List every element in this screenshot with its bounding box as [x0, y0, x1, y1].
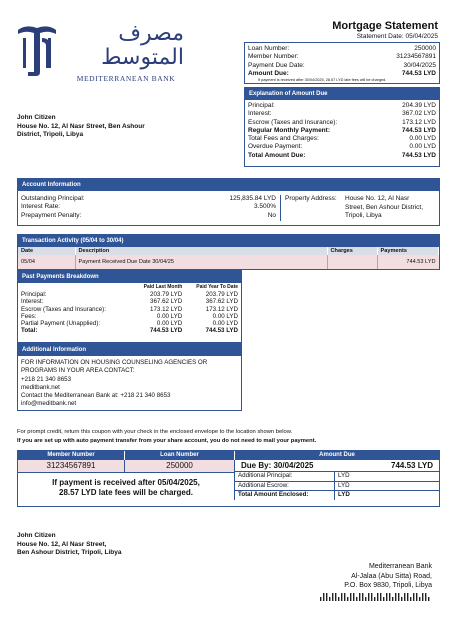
- rate-label: Interest Rate:: [21, 203, 61, 211]
- additional-escrow-label: Additional Escrow:: [235, 482, 335, 491]
- additional-principal-label: Additional Principal:: [235, 472, 335, 481]
- explanation-row: [248, 119, 436, 127]
- past-payment-ytd: 744.53 LYD: [205, 327, 239, 335]
- explanation-label: Principal:: [248, 102, 275, 109]
- total-enclosed-field[interactable]: LYD: [338, 491, 350, 499]
- loan-number-value: 250000: [414, 45, 436, 52]
- past-payments-section: [17, 270, 242, 343]
- outstanding-value: 125,835.84 LYD: [229, 195, 276, 202]
- explanation-row: [248, 110, 436, 118]
- bank-logo: [16, 22, 196, 92]
- coupon-late-line1: If payment is received after 05/04/2025,: [52, 478, 200, 487]
- past-payment-last: 0.00 LYD: [156, 312, 183, 320]
- txn-charges: [327, 255, 377, 269]
- sender-name: John Citizen: [17, 532, 56, 539]
- past-payment-last: 203.79 LYD: [150, 291, 183, 298]
- account-info-section: [17, 178, 440, 226]
- counseling-line1: FOR INFORMATION ON HOUSING COUNSELING AGENCIES OR: [21, 359, 208, 366]
- txn-date: 05/04: [18, 255, 75, 269]
- additional-info-title: Additional Information: [18, 344, 241, 356]
- due-date-label: Payment Due Date:: [248, 61, 305, 69]
- txn-payments: 744.53 LYD: [406, 259, 436, 265]
- payment-coupon: [17, 450, 440, 507]
- explanation-row: [248, 135, 436, 143]
- explanation-label: Escrow (Taxes and Insurance):: [248, 118, 338, 126]
- past-payment-row: [21, 313, 238, 320]
- past-payment-ytd: 203.79 LYD: [205, 291, 239, 298]
- col-date: Date: [18, 247, 75, 255]
- explanation-value: 173.12 LYD: [402, 118, 436, 126]
- coupon-amount: 744.53 LYD: [391, 461, 433, 470]
- transaction-title: Transaction Activity (05/04 to 30/04): [18, 235, 439, 247]
- coupon-late-line2: 28.57 LYD late fees will be charged.: [59, 488, 193, 497]
- past-payment-row: [21, 327, 238, 334]
- col-payments: Payments: [377, 247, 439, 255]
- additional-principal-field[interactable]: LYD: [338, 472, 350, 479]
- amount-due-label: Amount Due:: [248, 69, 289, 77]
- past-payment-ytd: 173.12 LYD: [205, 305, 239, 313]
- past-payment-last: 173.12 LYD: [150, 305, 183, 313]
- property-line3: Tripoli, Libya: [345, 212, 382, 219]
- prepay-value: No: [267, 211, 276, 219]
- txn-description: Payment Received Due Date 30/04/25: [75, 255, 327, 269]
- member-number-label: Member Number:: [248, 53, 299, 61]
- explanation-row: [248, 143, 436, 151]
- past-payment-row: [21, 320, 238, 327]
- late-fee-note: If payment is received after 30/04/2025, 28.57 LYD late fees will be charged.: [258, 78, 387, 83]
- explanation-value: 0.00 LYD: [409, 143, 436, 151]
- transaction-section: [17, 234, 440, 270]
- remit-line2: P.O. Box 9830, Tripoli, Libya: [344, 582, 432, 589]
- counseling-phone: +218 21 340 8653: [21, 375, 72, 383]
- explanation-row: [248, 102, 436, 110]
- past-payment-ytd: 0.00 LYD: [212, 320, 239, 328]
- col-charges: Charges: [327, 247, 377, 255]
- postal-barcode: [320, 593, 432, 601]
- property-address-label: Property Address:: [285, 195, 337, 202]
- explanation-value: 744.53 LYD: [401, 126, 436, 134]
- summary-box: [244, 42, 440, 84]
- prepay-label: Prepayment Penalty:: [21, 211, 82, 219]
- coupon-instructions: [17, 428, 316, 445]
- rate-value: 3.500%: [253, 203, 276, 211]
- explanation-label: Interest:: [248, 110, 272, 118]
- bank-name-arabic: مصرف المتوسط: [101, 21, 184, 70]
- table-row: [18, 255, 439, 269]
- past-payment-row: [21, 298, 238, 305]
- explanation-label: Regular Monthly Payment:: [248, 126, 330, 134]
- due-date-value: 30/04/2025: [403, 61, 436, 69]
- pillar-logo-icon: [16, 24, 58, 76]
- past-payments-title: Past Payments Breakdown: [18, 271, 241, 283]
- coupon-member-value: 31234567891: [18, 460, 125, 472]
- coupon-loan-value: 250000: [125, 460, 235, 472]
- past-payment-label: Total:: [21, 327, 38, 335]
- explanation-value: 744.53 LYD: [401, 151, 436, 159]
- col-description: Description: [75, 247, 327, 255]
- property-line2: Street, Ben Ashour District,: [345, 203, 424, 211]
- past-payment-label: Escrow (Taxes and Insurance):: [21, 305, 106, 313]
- sender-line1: House No. 12, Al Nasr Street,: [17, 540, 107, 548]
- past-payment-label: Interest:: [21, 298, 44, 306]
- explanation-title: Explanation of Amount Due: [245, 88, 439, 100]
- member-number-value: 31234567891: [396, 53, 436, 61]
- paid-ytd-header: Paid Year To Date: [196, 284, 239, 290]
- explanation-value: 204.39 LYD: [402, 102, 436, 109]
- remit-line1: Al-Jalaa (Abu Sitta) Road,: [351, 572, 432, 580]
- loan-number-label: Loan Number:: [248, 45, 290, 52]
- sender-line2: Ben Ashour District, Tripoli, Libya: [17, 549, 122, 556]
- past-payment-label: Principal:: [21, 291, 47, 298]
- past-payment-label: Fees:: [21, 312, 37, 320]
- explanation-label: Total Fees and Charges:: [248, 135, 319, 143]
- paid-last-month-header: Paid Last Month: [143, 284, 183, 290]
- past-payment-last: 744.53 LYD: [149, 327, 183, 335]
- additional-info-section: [17, 343, 242, 411]
- total-enclosed-label: Total Amount Enclosed:: [235, 491, 335, 500]
- explanation-row: [248, 152, 436, 160]
- transaction-table: [18, 247, 439, 269]
- property-line1: House No. 12, Al Nasr: [345, 195, 410, 202]
- recipient-line2: District, Tripoli, Libya: [17, 131, 84, 138]
- amount-due-value: 744.53 LYD: [401, 69, 436, 77]
- statement-title: Mortgage Statement: [332, 20, 438, 32]
- additional-escrow-field[interactable]: LYD: [338, 481, 350, 489]
- past-payment-last: 367.62 LYD: [150, 298, 183, 306]
- recipient-name: John Citizen: [17, 114, 56, 121]
- remit-name: Mediterranean Bank: [368, 563, 432, 570]
- counseling-line2: PROGRAMS IN YOUR AREA CONTACT:: [21, 367, 135, 375]
- explanation-value: 367.02 LYD: [402, 110, 436, 118]
- coupon-loan-header: Loan Number: [125, 451, 235, 460]
- explanation-label: Total Amount Due:: [248, 151, 306, 159]
- bank-website[interactable]: meditbank.net: [21, 383, 60, 391]
- contact-email[interactable]: info@meditbank.net: [21, 400, 77, 408]
- past-payment-ytd: 367.62 LYD: [205, 298, 239, 306]
- instruction-line2: If you are set up with auto payment transfer from your share account, you do not need to mail your payment.: [17, 437, 317, 444]
- coupon-amount-header: Amount Due: [319, 452, 355, 458]
- sender-address: [17, 532, 122, 558]
- explanation-row: [248, 127, 436, 135]
- instruction-line1: For prompt credit, return this coupon with your check in the enclosed envelope to the location shown below.: [17, 429, 293, 435]
- outstanding-label: Outstanding Principal:: [21, 195, 85, 202]
- contact-line: Contact the Mediterranean Bank at: +218 21 340 8653: [21, 392, 171, 400]
- bank-name-english: MEDITERRANEAN BANK: [76, 74, 176, 83]
- account-info-title: Account Information: [18, 179, 439, 191]
- past-payment-row: [21, 306, 238, 313]
- past-payment-last: 0.00 LYD: [156, 320, 183, 328]
- explanation-box: [244, 87, 440, 167]
- past-payment-row: [21, 291, 238, 298]
- explanation-label: Overdue Payment:: [248, 143, 303, 151]
- recipient-line1: House No. 12, Al Nasr Street, Ben Ashour: [17, 122, 145, 130]
- coupon-member-header: Member Number: [18, 451, 125, 460]
- coupon-due-date: Due By: 30/04/2025: [241, 461, 314, 470]
- past-payment-label: Partial Payment (Unapplied):: [21, 320, 101, 328]
- explanation-value: 0.00 LYD: [409, 135, 436, 143]
- past-payment-ytd: 0.00 LYD: [212, 312, 239, 320]
- remit-address: [344, 562, 432, 591]
- statement-date: Statement Date: 05/04/2025: [356, 33, 438, 40]
- recipient-address: [17, 114, 145, 140]
